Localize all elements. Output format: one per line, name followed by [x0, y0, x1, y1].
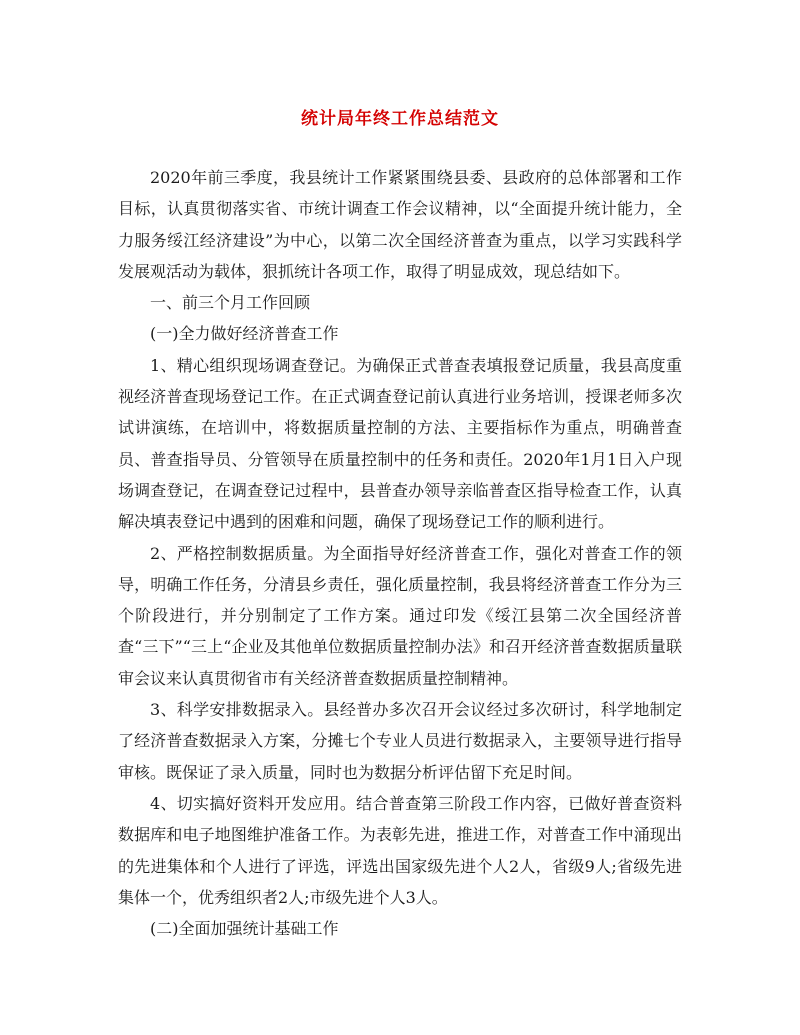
intro-paragraph: 2020年前三季度，我县统计工作紧紧围绕县委、县政府的总体部署和工作目标，认真贯彻落实省、市统计调查工作会议精神，以“全面提升统计能力，全力服务绥江经济建设”为中心，以第二次全国经济普查为重点，以学习实践科学发展观活动为载体，狠抓统计各项工作，取得了明显成效，现总结如下。	[118, 168, 682, 281]
subsection-heading-census: (一)全力做好经济普查工作	[150, 324, 339, 344]
document-body	[118, 162, 682, 944]
document-title: 统计局年终工作总结范文	[301, 109, 499, 129]
paragraph-data-entry: 3、科学安排数据录入。县经普办多次召开会议经过多次研讨，科学地制定了经济普查数据录入方案，分摊七个专业人员进行数据录入，主要领导进行指导审核。既保证了录入质量，同时也为数据分析评估留下充足时间。	[118, 700, 682, 782]
subsection-heading-basics: (二)全面加强统计基础工作	[150, 919, 339, 939]
paragraph-data-application: 4、切实搞好资料开发应用。结合普查第三阶段工作内容，已做好普查资料数据库和电子地图维护准备工作。为表彰先进，推进工作，对普查工作中涌现出的先进集体和个人进行了评选，评选出国家级先进个人2人，省级9人;省级先进集体一个，优秀组织者2人;市级先进个人3人。	[118, 793, 682, 907]
paragraph-data-quality: 2、严格控制数据质量。为全面指导好经济普查工作，强化对普查工作的领导，明确工作任务，分清县乡责任，强化质量控制，我县将经济普查工作分为三个阶段进行，并分别制定了工作方案。通过印发《绥江县第二次全国经济普查“三下”“三上“企业及其他单位数据质量控制办法》和召开经济普查数据质量联审会议来认真贯彻省市有关经济普查数据质量控制精神。	[118, 543, 682, 688]
section-heading-review: 一、前三个月工作回顾	[150, 293, 311, 313]
paragraph-field-survey: 1、精心组织现场调查登记。为确保正式普查表填报登记质量，我县高度重视经济普查现场登记工作。在正式调查登记前认真进行业务培训，授课老师多次试讲演练，在培训中，将数据质量控制的方法、主要指标作为重点，明确普查员、普查指导员、分管领导在质量控制中的任务和责任。2020年1月1日入户现场调查登记，在调查登记过程中，县普查办领导亲临普查区指导检查工作，认真解决填表登记中遇到的困难和问题，确保了现场登记工作的顺利进行。	[118, 355, 682, 532]
